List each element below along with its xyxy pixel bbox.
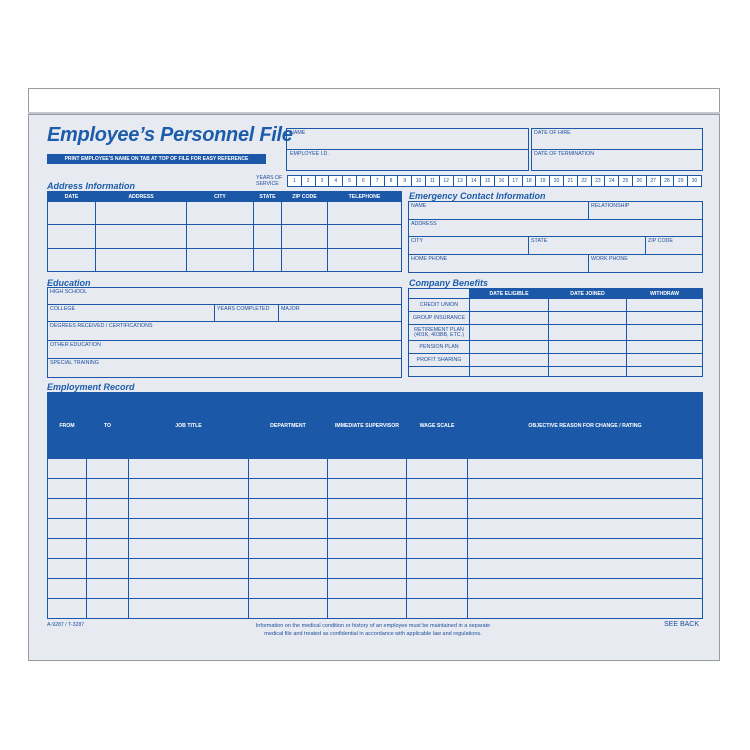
employment-cell[interactable]: [249, 519, 328, 539]
address-column-header: STATE: [254, 192, 282, 202]
date-of-termination-label: DATE OF TERMINATION: [534, 151, 595, 157]
table-row[interactable]: [409, 367, 703, 377]
employment-cell[interactable]: [129, 599, 249, 619]
year-box[interactable]: 12: [439, 176, 453, 187]
employment-cell[interactable]: [87, 479, 129, 499]
year-box[interactable]: 13: [453, 176, 467, 187]
table-row[interactable]: [409, 312, 703, 325]
employment-cell[interactable]: [407, 479, 468, 499]
emergency-name-field[interactable]: [409, 202, 589, 220]
address-column-header: CITY: [187, 192, 254, 202]
emergency-contact-table: [408, 201, 703, 273]
benefits-column-header: DATE JOINED: [549, 289, 627, 299]
employment-cell[interactable]: [468, 539, 703, 559]
employment-column-header: FROM: [48, 393, 87, 459]
employment-cell[interactable]: [48, 459, 87, 479]
employment-cell[interactable]: [328, 479, 407, 499]
employment-cell[interactable]: [407, 599, 468, 619]
employment-cell[interactable]: [129, 459, 249, 479]
tab-instruction-banner: PRINT EMPLOYEE’S NAME ON TAB AT TOP OF FILE FOR EASY REFERENCE: [47, 154, 266, 164]
year-box[interactable]: 20: [550, 176, 564, 187]
employment-cell[interactable]: [87, 519, 129, 539]
emergency-city-label: CITY: [411, 238, 424, 244]
employment-column-header: IMMEDIATE SUPERVISOR: [328, 393, 407, 459]
table-row[interactable]: [409, 325, 703, 341]
year-box[interactable]: 24: [605, 176, 619, 187]
years-of-service-boxes: [287, 175, 702, 187]
employment-cell[interactable]: [328, 559, 407, 579]
date-of-hire-field[interactable]: [531, 128, 703, 150]
college-label: COLLEGE: [50, 306, 76, 312]
employment-cell[interactable]: [48, 579, 87, 599]
year-box[interactable]: 27: [646, 176, 660, 187]
years-label-line1: YEARS OF: [256, 175, 283, 181]
benefits-section-title: Company Benefits: [409, 278, 489, 288]
benefit-pension-plan: PENSION PLAN: [409, 341, 470, 354]
year-box[interactable]: 10: [412, 176, 426, 187]
year-box[interactable]: 25: [619, 176, 633, 187]
benefit-group-insurance: GROUP INSURANCE: [409, 312, 470, 325]
employment-cell[interactable]: [407, 559, 468, 579]
emergency-address-label: ADDRESS: [411, 221, 437, 227]
employment-cell[interactable]: [468, 479, 703, 499]
table-row[interactable]: [409, 299, 703, 312]
year-box[interactable]: 14: [467, 176, 481, 187]
special-training-field[interactable]: [48, 359, 402, 378]
table-row[interactable]: [48, 499, 703, 519]
employment-cell[interactable]: [87, 559, 129, 579]
employment-cell[interactable]: [468, 579, 703, 599]
benefit-credit-union: CREDIT UNION: [409, 299, 470, 312]
address-section-title: Address Information: [47, 181, 136, 191]
employment-cell[interactable]: [407, 539, 468, 559]
employment-cell[interactable]: [48, 479, 87, 499]
employment-cell[interactable]: [249, 579, 328, 599]
year-box[interactable]: 19: [536, 176, 550, 187]
employment-column-header: WAGE SCALE: [407, 393, 468, 459]
employment-cell[interactable]: [407, 459, 468, 479]
year-box[interactable]: 17: [508, 176, 522, 187]
table-row[interactable]: [48, 225, 402, 248]
table-row[interactable]: [48, 539, 703, 559]
year-box[interactable]: 21: [563, 176, 577, 187]
year-box[interactable]: 8: [384, 176, 398, 187]
table-row[interactable]: [48, 248, 402, 271]
employment-cell[interactable]: [468, 499, 703, 519]
employment-cell[interactable]: [129, 479, 249, 499]
employment-cell[interactable]: [468, 559, 703, 579]
year-box[interactable]: 2: [301, 176, 315, 187]
employment-cell[interactable]: [87, 459, 129, 479]
address-column-header: TELEPHONE: [328, 192, 402, 202]
employment-cell[interactable]: [129, 579, 249, 599]
year-box[interactable]: 22: [577, 176, 591, 187]
employment-cell[interactable]: [328, 459, 407, 479]
year-box[interactable]: 18: [522, 176, 536, 187]
employment-cell[interactable]: [87, 599, 129, 619]
table-row[interactable]: [48, 599, 703, 619]
year-box[interactable]: 28: [660, 176, 674, 187]
high-school-label: HIGH SCHOOL: [50, 289, 88, 295]
year-box[interactable]: 6: [356, 176, 370, 187]
education-table: [47, 287, 402, 378]
employee-id-field[interactable]: [286, 149, 529, 171]
year-box[interactable]: 5: [343, 176, 357, 187]
emergency-city-field[interactable]: [409, 237, 529, 255]
employment-cell[interactable]: [249, 599, 328, 619]
date-of-termination-field[interactable]: [531, 149, 703, 171]
year-box[interactable]: 15: [481, 176, 495, 187]
employment-table: [47, 392, 703, 619]
emergency-address-field[interactable]: [409, 220, 703, 237]
year-box[interactable]: 26: [632, 176, 646, 187]
employment-cell[interactable]: [328, 519, 407, 539]
emergency-state-label: STATE: [531, 238, 548, 244]
emergency-name-label: NAME: [411, 203, 427, 209]
special-training-label: SPECIAL TRAINING: [50, 360, 99, 366]
employment-cell[interactable]: [129, 559, 249, 579]
date-of-hire-label: DATE OF HIRE: [534, 130, 571, 136]
year-box[interactable]: 30: [688, 176, 702, 187]
employment-cell[interactable]: [407, 519, 468, 539]
employment-cell[interactable]: [48, 599, 87, 619]
work-phone-label: WORK PHONE: [591, 256, 628, 262]
employment-cell[interactable]: [468, 519, 703, 539]
employment-cell[interactable]: [87, 539, 129, 559]
major-label: MAJOR: [281, 306, 300, 312]
table-row[interactable]: [409, 354, 703, 367]
retirement-plan-label: RETIREMENT PLAN: [414, 326, 464, 333]
year-box[interactable]: 23: [591, 176, 605, 187]
form-code: A-9287 / T-3287: [47, 622, 85, 628]
emergency-state-field[interactable]: [529, 237, 646, 255]
college-field[interactable]: [48, 305, 215, 322]
home-phone-field[interactable]: [409, 255, 589, 273]
employment-column-header: TO: [87, 393, 129, 459]
education-section-title: Education: [47, 278, 91, 288]
employment-cell[interactable]: [87, 499, 129, 519]
years-of-service-label: [256, 175, 282, 187]
major-field[interactable]: [279, 305, 402, 322]
employment-cell[interactable]: [87, 579, 129, 599]
employment-cell[interactable]: [468, 459, 703, 479]
confidentiality-note: [218, 622, 528, 638]
table-row[interactable]: [48, 202, 402, 225]
emergency-zip-label: ZIP CODE: [648, 238, 673, 244]
note-line1: Information on the medical condition or history of an employee must be maintained in a separate: [255, 623, 491, 629]
table-row[interactable]: [48, 479, 703, 499]
relationship-field[interactable]: [589, 202, 703, 220]
employment-cell[interactable]: [249, 479, 328, 499]
degrees-label: DEGREES RECEIVED / CERTIFICATIONS: [50, 323, 153, 329]
employment-cell[interactable]: [328, 599, 407, 619]
table-row[interactable]: [48, 559, 703, 579]
year-box[interactable]: 1: [288, 176, 302, 187]
table-row[interactable]: [409, 341, 703, 354]
year-box[interactable]: 11: [425, 176, 439, 187]
benefits-column-header: DATE ELIGIBLE: [470, 289, 549, 299]
home-phone-label: HOME PHONE: [411, 256, 448, 262]
year-box[interactable]: 3: [315, 176, 329, 187]
other-education-field[interactable]: [48, 341, 402, 359]
employment-cell[interactable]: [249, 499, 328, 519]
year-box[interactable]: 7: [370, 176, 384, 187]
year-box[interactable]: 9: [398, 176, 412, 187]
employment-cell[interactable]: [468, 599, 703, 619]
employment-cell[interactable]: [129, 519, 249, 539]
employment-cell[interactable]: [407, 499, 468, 519]
employment-cell[interactable]: [249, 459, 328, 479]
employment-cell[interactable]: [407, 579, 468, 599]
employment-section-title: Employment Record: [47, 382, 135, 392]
employment-cell[interactable]: [48, 539, 87, 559]
employment-cell[interactable]: [48, 499, 87, 519]
employment-column-header: JOB TITLE: [129, 393, 249, 459]
employment-cell[interactable]: [249, 559, 328, 579]
address-column-header: ZIP CODE: [282, 192, 328, 202]
benefits-table: [408, 288, 703, 377]
address-column-header: ADDRESS: [96, 192, 187, 202]
years-completed-label: YEARS COMPLETED: [217, 306, 270, 312]
employment-column-header: DEPARTMENT: [249, 393, 328, 459]
employment-cell[interactable]: [249, 539, 328, 559]
address-table: [47, 191, 402, 272]
table-row[interactable]: [48, 459, 703, 479]
employment-cell[interactable]: [48, 519, 87, 539]
degrees-field[interactable]: [48, 322, 402, 341]
employment-cell[interactable]: [328, 539, 407, 559]
file-tab: [28, 88, 720, 113]
employment-column-header: OBJECTIVE REASON FOR CHANGE / RATING: [468, 393, 703, 459]
employment-cell[interactable]: [328, 579, 407, 599]
year-box[interactable]: 16: [494, 176, 508, 187]
employment-cell[interactable]: [328, 499, 407, 519]
retirement-plan-sublabel: (401K, 403BB, ETC.): [414, 331, 464, 338]
name-field[interactable]: [286, 128, 529, 150]
year-box[interactable]: 29: [674, 176, 688, 187]
work-phone-field[interactable]: [589, 255, 703, 273]
form-title: Employee’s Personnel File: [47, 124, 293, 146]
address-column-header: DATE: [48, 192, 96, 202]
years-label-line2: SERVICE: [256, 181, 279, 187]
employment-cell[interactable]: [129, 499, 249, 519]
benefit-profit-sharing: PROFIT SHARING: [409, 354, 470, 367]
table-row[interactable]: [48, 579, 703, 599]
year-box[interactable]: 4: [329, 176, 343, 187]
employment-cell[interactable]: [129, 539, 249, 559]
emergency-section-title: Emergency Contact Information: [409, 191, 546, 201]
table-row[interactable]: [48, 519, 703, 539]
note-line2: medical file and treated as confidential in accordance with applicable law and regulations.: [264, 631, 482, 637]
benefits-column-header: WITHDRAW: [627, 289, 703, 299]
other-education-label: OTHER EDUCATION: [50, 342, 101, 348]
high-school-field[interactable]: [48, 288, 402, 305]
employee-id-label: EMPLOYEE I.D.: [290, 151, 329, 157]
benefit-retirement-plan: [409, 325, 470, 341]
years-completed-field[interactable]: [215, 305, 279, 322]
employment-cell[interactable]: [48, 559, 87, 579]
name-label: NAME: [290, 130, 306, 136]
emergency-zip-field[interactable]: [646, 237, 703, 255]
see-back-label: SEE BACK: [664, 621, 700, 628]
relationship-label: RELATIONSHIP: [591, 203, 630, 209]
